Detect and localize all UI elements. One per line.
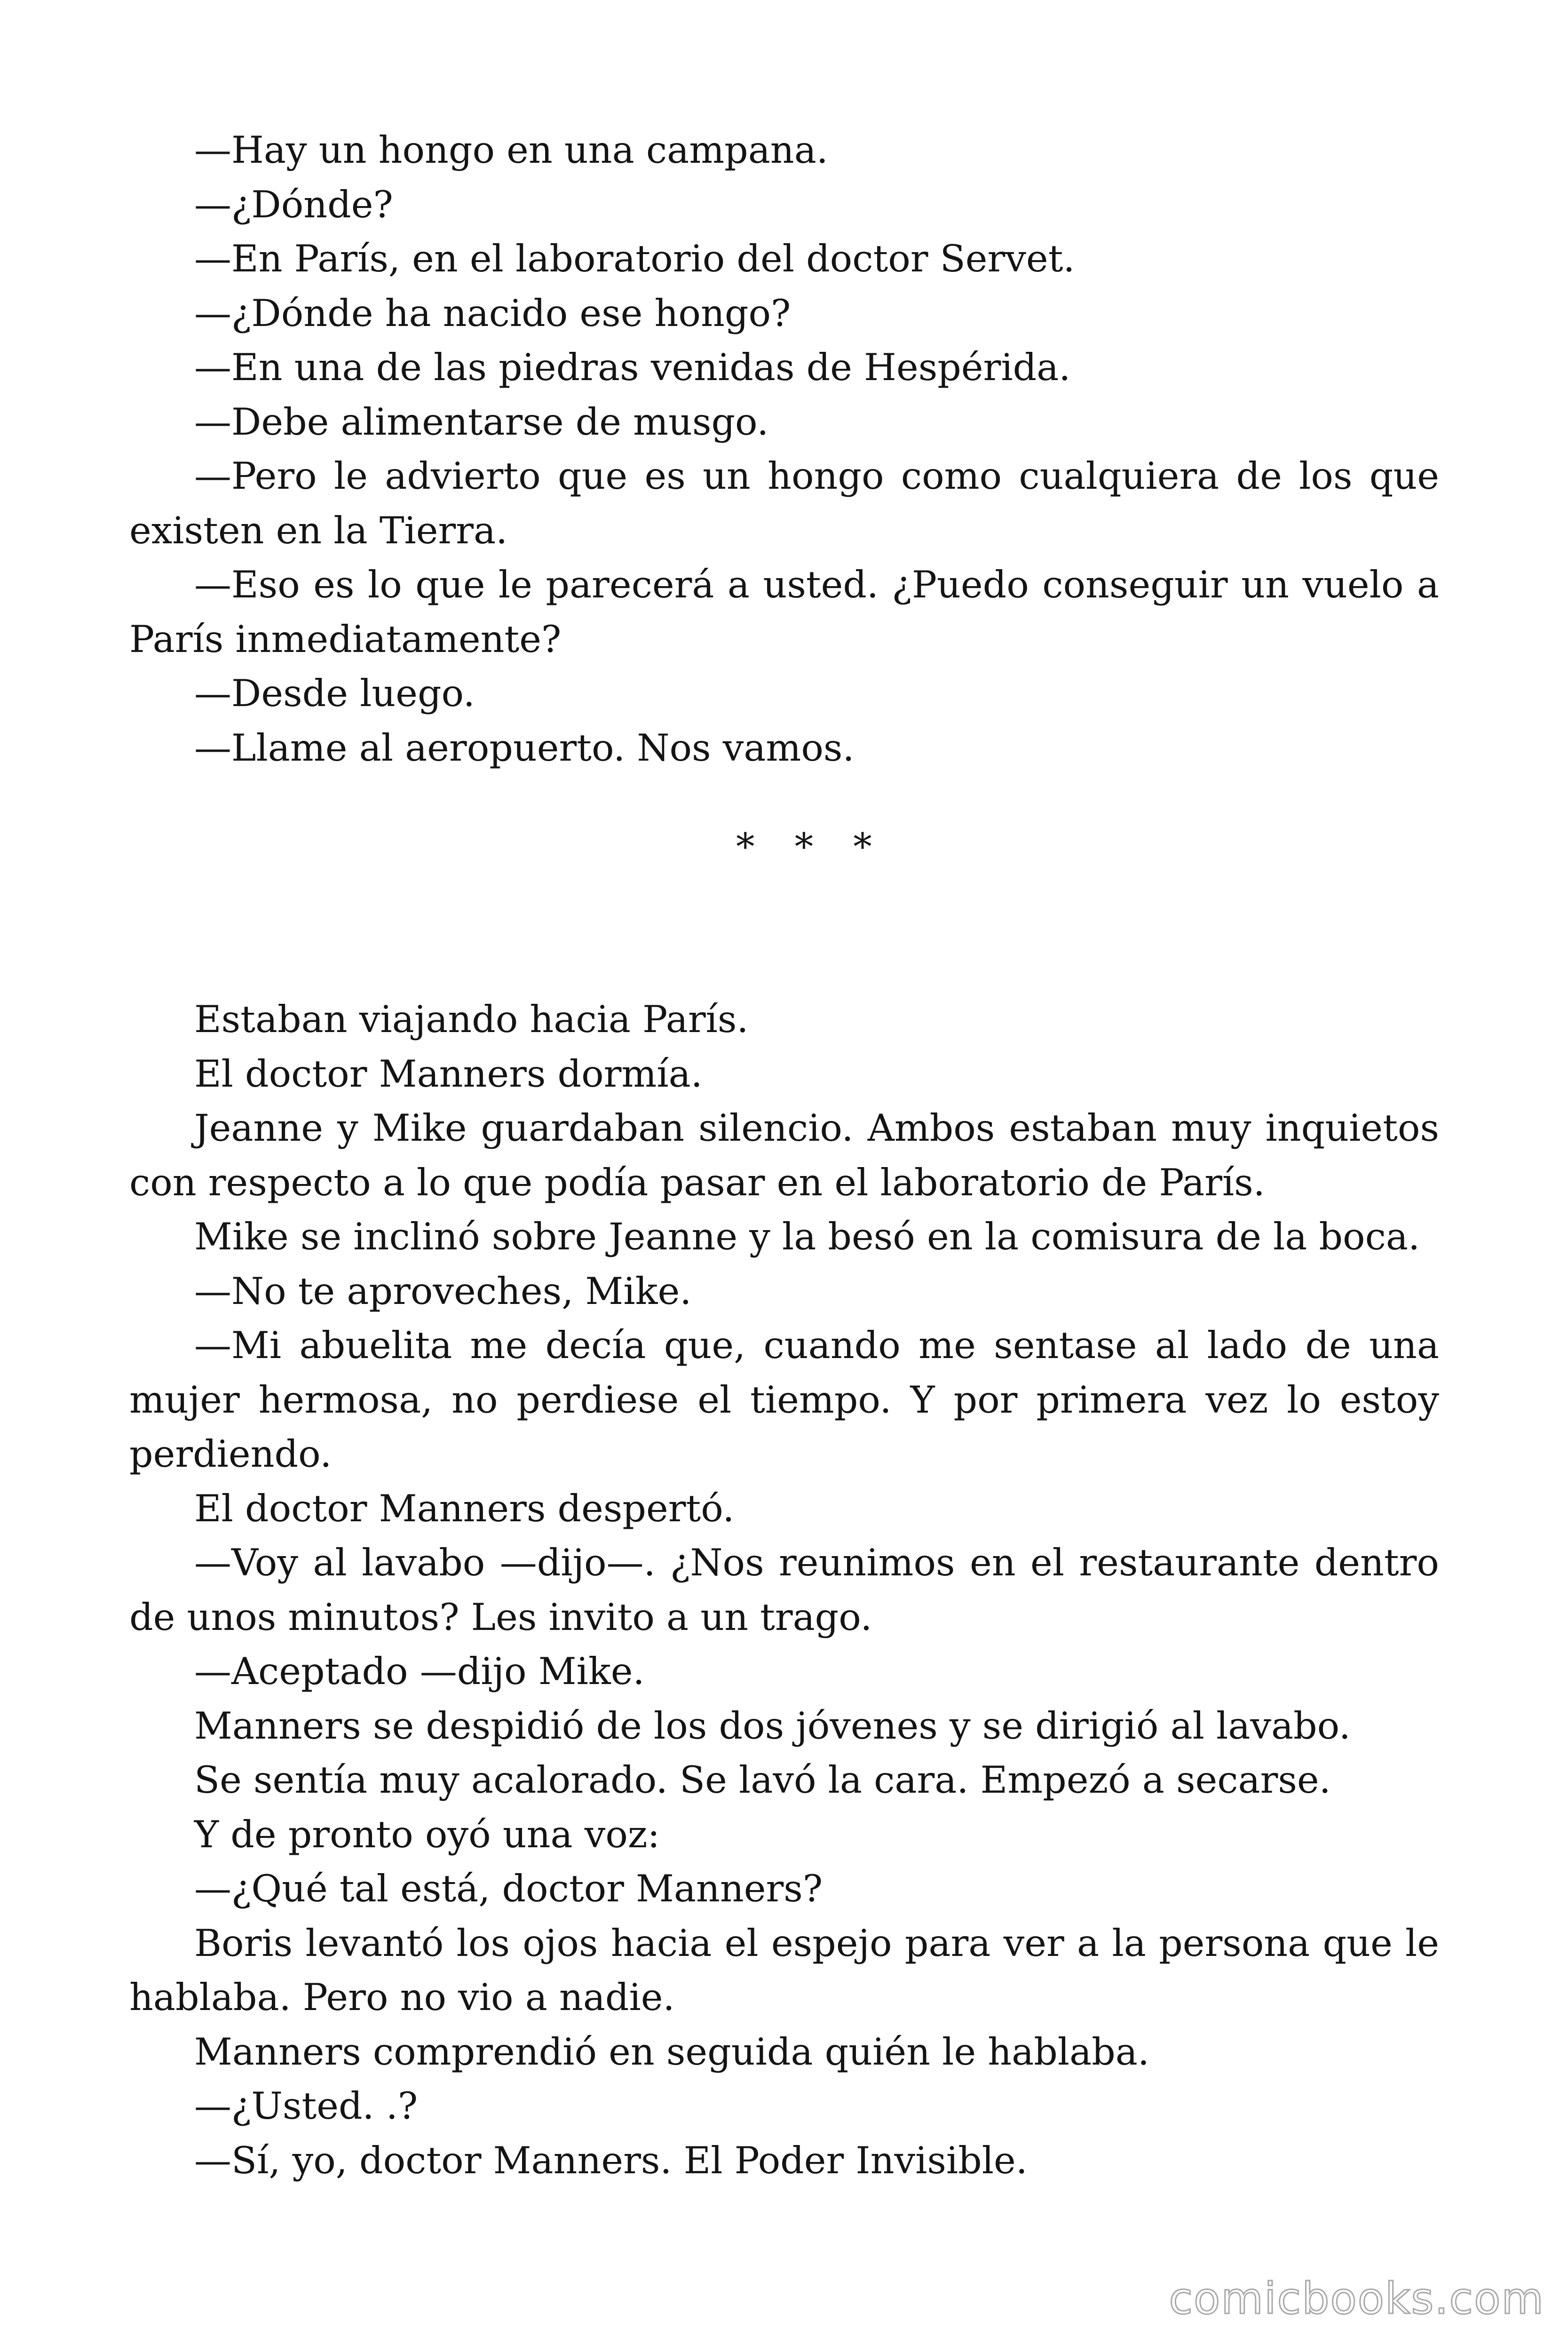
paragraph: —En una de las piedras venidas de Hespérida. bbox=[194, 346, 1071, 389]
paragraph: —Voy al lavabo —dijo—. ¿Nos reunimos en el restaurante dentro de unos minutos? Les invito a un trago. bbox=[129, 1541, 1439, 1639]
paragraph: Jeanne y Mike guardaban silencio. Ambos estaban muy inquietos con respecto a lo que podía pasar en el laboratorio de París. bbox=[129, 1106, 1439, 1204]
paragraph: —¿Qué tal está, doctor Manners? bbox=[194, 1867, 823, 1910]
paragraph: Manners comprendió en seguida quién le hablaba. bbox=[194, 2030, 1149, 2074]
paragraph: —Desde luego. bbox=[194, 672, 475, 715]
paragraph: El doctor Manners despertó. bbox=[194, 1486, 735, 1530]
paragraph: —Llame al aeropuerto. Nos vamos. bbox=[194, 726, 855, 770]
paragraph: —¿Dónde ha nacido ese hongo? bbox=[194, 291, 791, 335]
paragraph: Se sentía muy acalorado. Se lavó la cara. Empezó a secarse. bbox=[194, 1758, 1331, 1802]
paragraph: Boris levantó los ojos hacia el espejo para ver a la persona que le hablaba. Pero no vio a nadie. bbox=[129, 1921, 1439, 2019]
paragraph: —¿Dónde? bbox=[194, 183, 393, 226]
paragraph: —No te aproveches, Mike. bbox=[194, 1269, 692, 1313]
paragraph: —Eso es lo que le parecerá a usted. ¿Puedo conseguir un vuelo a París inmediatamente? bbox=[129, 563, 1439, 661]
paragraph: —Aceptado —dijo Mike. bbox=[194, 1650, 645, 1693]
text-section-1 bbox=[129, 123, 1439, 775]
paragraph: Y de pronto oyó una voz: bbox=[194, 1812, 660, 1856]
paragraph: —Mi abuelita me decía que, cuando me sentase al lado de una mujer hermosa, no perdiese el tiempo. Y por primera vez lo estoy perdiendo. bbox=[129, 1324, 1439, 1476]
paragraph: Mike se inclinó sobre Jeanne y la besó en la comisura de la boca. bbox=[194, 1215, 1420, 1258]
scene-break-stars: * * * bbox=[736, 825, 886, 868]
paragraph: —En París, en el laboratorio del doctor Servet. bbox=[194, 237, 1075, 280]
paragraph: —Pero le advierto que es un hongo como cualquiera de los que existen en la Tierra. bbox=[129, 454, 1439, 552]
text-section-2 bbox=[129, 993, 1439, 2188]
paragraph: —Sí, yo, doctor Manners. El Poder Invisible. bbox=[194, 2138, 1028, 2182]
watermark: comicbooks.com bbox=[1169, 2273, 1544, 2324]
paragraph: Manners se despidió de los dos jóvenes y se dirigió al lavabo. bbox=[194, 1704, 1351, 1748]
paragraph: —¿Usted. .? bbox=[194, 2084, 418, 2128]
paragraph: Estaban viajando hacia París. bbox=[194, 998, 749, 1041]
book-page bbox=[129, 123, 1439, 2188]
paragraph: —Debe alimentarse de musgo. bbox=[194, 400, 769, 444]
scene-break bbox=[129, 775, 1439, 993]
paragraph: El doctor Manners dormía. bbox=[194, 1052, 703, 1096]
paragraph: —Hay un hongo en una campana. bbox=[194, 128, 828, 172]
